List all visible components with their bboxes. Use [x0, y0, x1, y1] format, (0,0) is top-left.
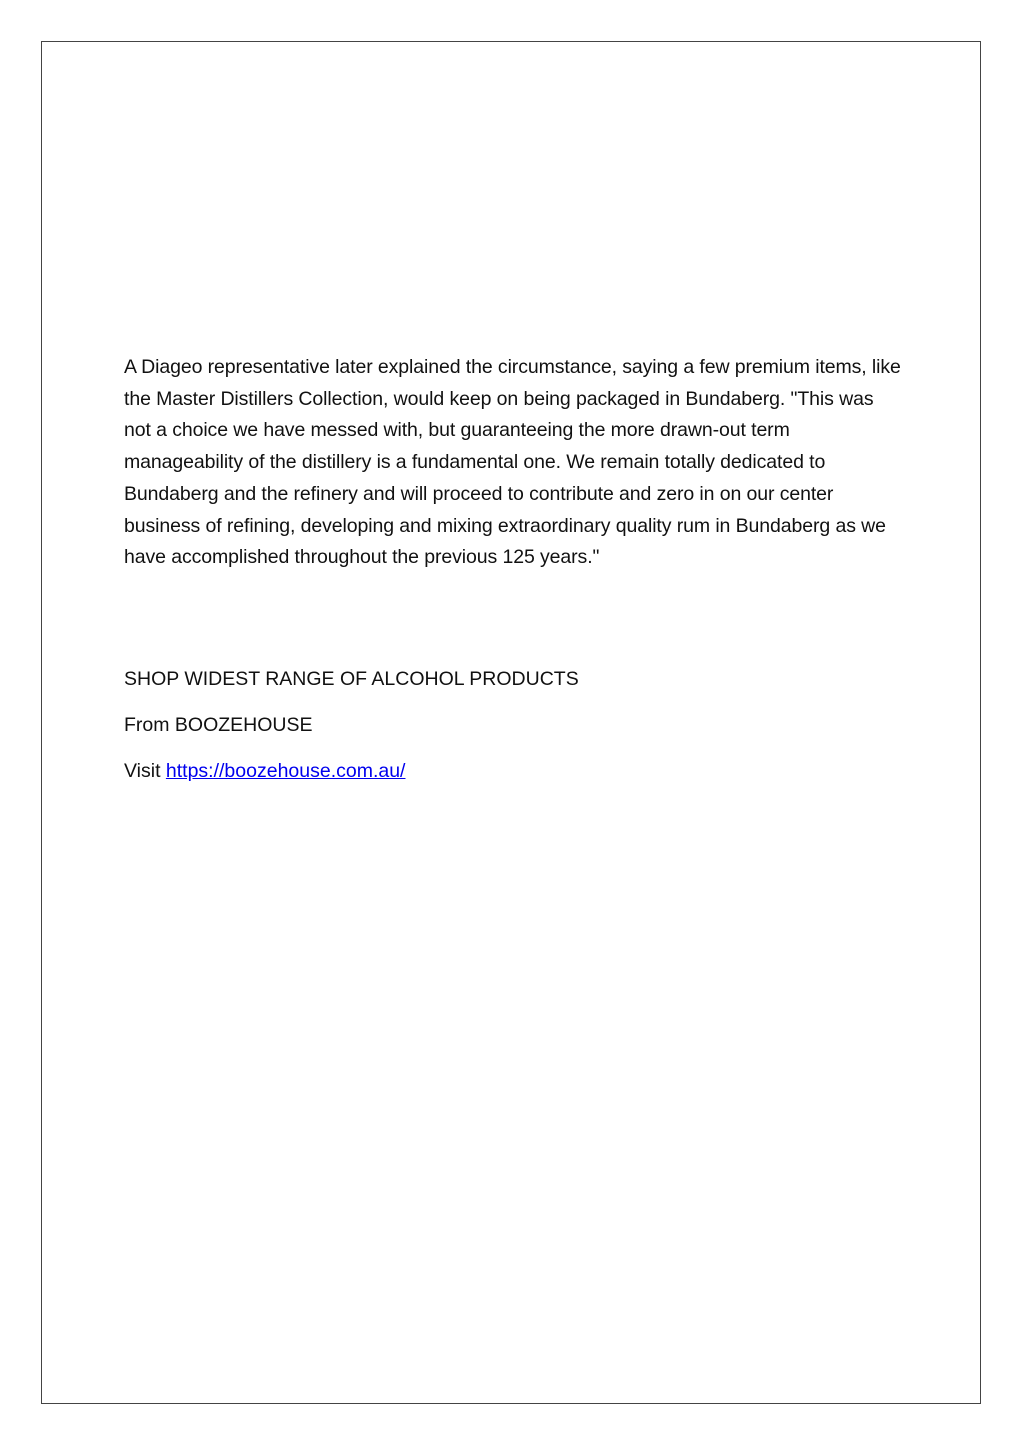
body-paragraph: A Diageo representative later explained the circumstance, saying a few premium items, like the Master Distillers Collection, would keep on being packaged in Bundaberg. "This was not a choice we have messed with, but guaranteeing the more drawn-out term manageability of the distillery is a fundamental one. We remain totally dedicated to Bundaberg and the refinery and will proceed to contribute and zero in on our center business of refining, developing and mixing extraordinary quality rum in Bundaberg as we have accomplished throughout the previous 125 years.": [124, 356, 901, 569]
promo-from-line: From BOOZEHOUSE: [124, 714, 313, 736]
promo-heading: SHOP WIDEST RANGE OF ALCOHOL PRODUCTS: [124, 668, 579, 690]
boozehouse-link[interactable]: https://boozehouse.com.au/: [165, 760, 406, 782]
visit-label: Visit: [124, 760, 166, 782]
promo-visit-line: [124, 757, 405, 785]
